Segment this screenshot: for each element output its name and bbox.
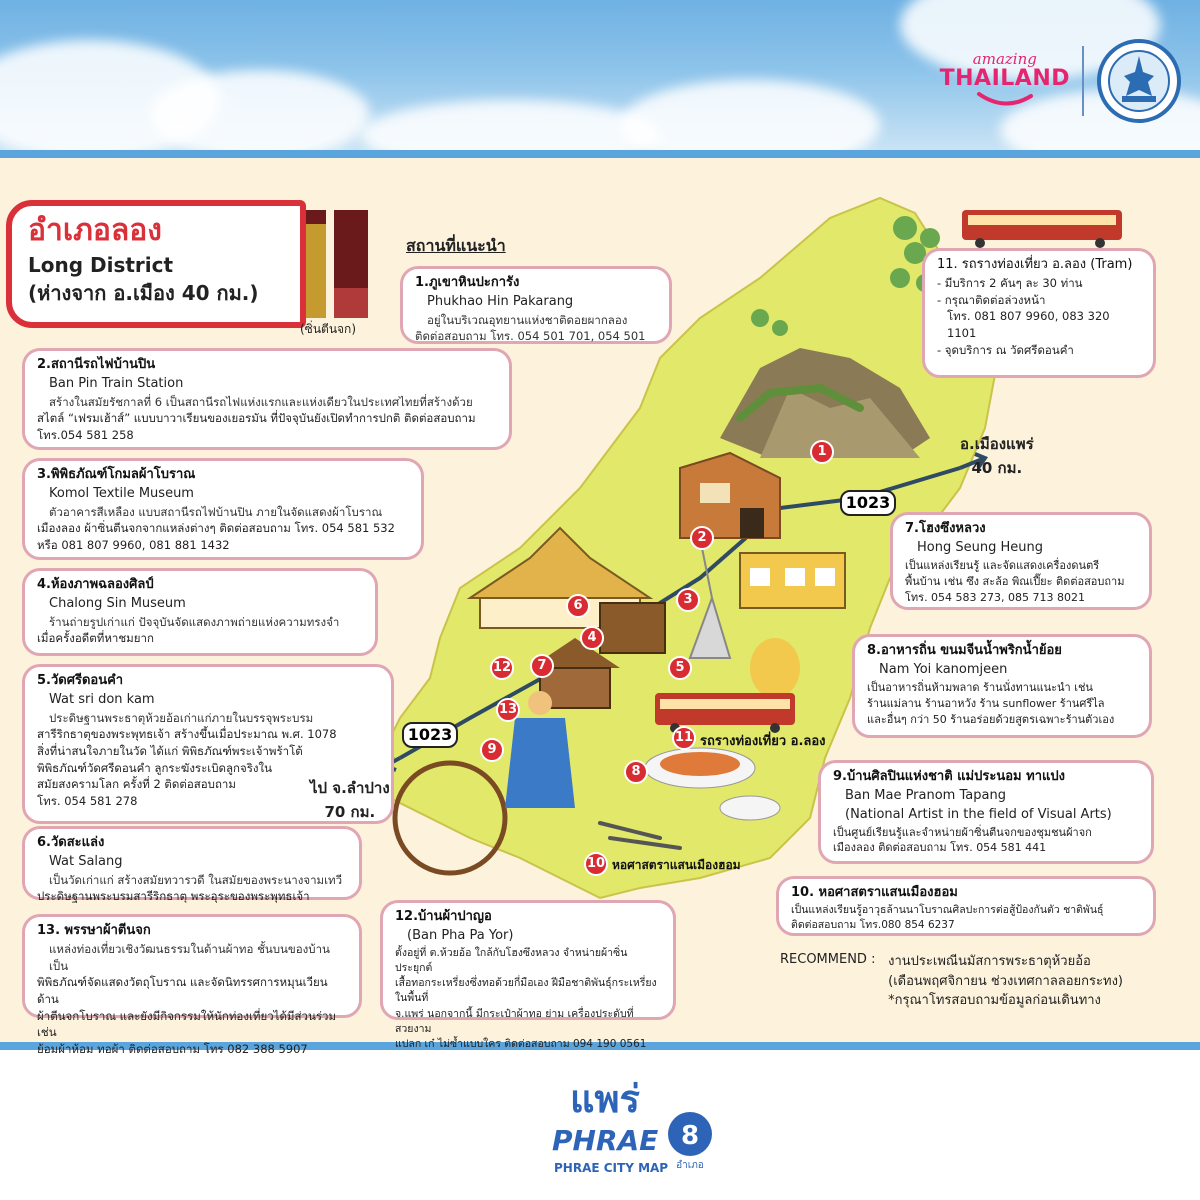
- map-marker-4[interactable]: 4: [580, 626, 604, 650]
- district-title-thai: อำเภอลอง: [28, 213, 162, 248]
- place-9-title: 9.บ้านศิลปินแห่งชาติ แม่ประนอม ทาแปง: [833, 769, 1065, 784]
- footer-amphoe: อำเภอ: [676, 1160, 704, 1171]
- textile-caption: (ซิ่นตีนจก): [300, 322, 357, 336]
- place-12-line: ตั้งอยู่ที่ ต.ห้วยอ้อ ใกล้กับโฮงซึงหลวง จำหน่ายผ้าซิ่นประยุกต์: [395, 946, 628, 974]
- place-2-english: Ban Pin Train Station: [49, 375, 184, 391]
- brand-big-text: THAILAND: [939, 66, 1070, 91]
- recommend-line: (เดือนพฤศจิกายน ช่วงเทศกาลลอยกระทง): [888, 973, 1123, 989]
- place-13-box: [22, 914, 362, 1056]
- place-4-box: [22, 568, 378, 656]
- logo-area: [940, 38, 1182, 124]
- place-3-english: Komol Textile Museum: [49, 485, 194, 501]
- footer-english-text: PHRAE: [552, 1124, 659, 1157]
- swoosh-icon: [975, 90, 1035, 108]
- place-8-english: Nam Yoi kanomjeen: [879, 661, 1008, 677]
- place-7-line: พื้นบ้าน เช่น ซึง สะล้อ พิณเปี๊ยะ ติดต่อสอบถาม: [905, 574, 1125, 588]
- place-3-title: 3.พิพิธภัณฑ์โกมลผ้าโบราณ: [37, 467, 196, 482]
- map-marker-7[interactable]: 7: [530, 654, 554, 678]
- place-7-line: โทร. 054 583 273, 085 713 8021: [905, 590, 1086, 604]
- place-5-line: สารีริกธาตุของพระพุทธเจ้า สร้างขึ้นเมื่อประมาณ พ.ศ. 1078: [37, 727, 337, 742]
- map-marker-6[interactable]: 6: [566, 594, 590, 618]
- recommend-key: RECOMMEND :: [780, 952, 876, 967]
- district-distance: (ห่างจาก อ.เมือง 40 กม.): [28, 281, 259, 305]
- place-5-line: สมัยสงครามโลก ครั้งที่ 2 ติดต่อสอบถาม: [37, 777, 236, 792]
- place-1-title: 1.ภูเขาหินปะการัง: [415, 275, 520, 290]
- place-4-title: 4.ห้องภาพฉลองศิลป์: [37, 577, 154, 592]
- dest-lampang-line: ไป จ.ลำปาง: [310, 779, 390, 797]
- place-9-line: เมืองลอง ติดต่อสอบถาม โทร. 054 581 441: [833, 841, 1047, 855]
- place-7-box: [890, 512, 1152, 610]
- road-badge-1023-west: 1023: [402, 722, 458, 748]
- dest-muang-line: อ.เมืองแพร่: [960, 435, 1034, 453]
- dest-lampang: [310, 776, 390, 824]
- district-title-box: [6, 200, 306, 328]
- place-4-line: ร้านถ่ายรูปเก่าแก่ ปัจจุบันจัดแสดงภาพถ่ายแห่งความทรงจำ: [49, 614, 340, 629]
- phrae-city-map-logo: [540, 1070, 730, 1188]
- museum-map-label: หอศาสตราแสนเมืองฮอม: [612, 858, 741, 872]
- place-5-line: สิ่งที่น่าสนใจภายในวัด ได้แก่ พิพิธภัณฑ์พระเจ้าพร้าโต้: [37, 744, 303, 759]
- place-13-title: 13. พรรษาผ้าตีนจก: [37, 923, 151, 938]
- place-9-line: เป็นศูนย์เรียนรู้และจำหน่ายผ้าซิ่นตีนจกของชุมชนผ้าจก: [833, 825, 1092, 839]
- recommend-lines: [888, 952, 1123, 1011]
- footer-thai-text: แพร่: [570, 1077, 640, 1121]
- map-marker-5[interactable]: 5: [668, 656, 692, 680]
- brand-small-text: amazing: [972, 50, 1037, 68]
- place-9-box: [818, 760, 1154, 864]
- place-11-title: 11. รถรางท่องเที่ยว อ.ลอง (Tram): [937, 257, 1133, 272]
- map-marker-9[interactable]: 9: [480, 738, 504, 762]
- place-13-line: ย้อมผ้าห้อม ทอผ้า ติดต่อสอบถาม โทร 082 388 5907: [37, 1041, 308, 1056]
- place-1-box: [400, 266, 672, 344]
- map-panel: [0, 150, 1200, 1056]
- place-7-english: Hong Seung Heung: [917, 539, 1043, 555]
- place-10-line: เป็นแหล่งเรียนรู้อาวุธล้านนาโบราณศิลปะการต่อสู้ป้องกันตัว ชาติพันธุ์: [791, 903, 1104, 916]
- dest-muang-line: 40 กม.: [971, 459, 1023, 477]
- place-2-line: สไตล์ “เฟรมเฮ้าส์” แบบบาวาเรียนของเยอรมัน ที่ปัจจุบันยังเปิดทำการปกติ ติดต่อสอบถาม: [37, 411, 476, 426]
- map-marker-8[interactable]: 8: [624, 760, 648, 784]
- tram-icon-top: [962, 210, 1122, 248]
- place-13-line: พิพิธภัณฑ์จัดแสดงวัตถุโบราณ และจัดนิทรรศการหมุนเวียนด้าน: [37, 975, 328, 1006]
- place-12-line: แปลก เก๋ ไม่ซ้ำแบบใคร ติดต่อสอบถาม 094 190 0561: [395, 1038, 647, 1050]
- recommend-line: *กรุณาโทรสอบถามข้อมูลก่อนเดินทาง: [888, 993, 1101, 1008]
- place-11-line: โทร. 081 807 9960, 083 320 1101: [947, 309, 1110, 340]
- place-13-line: ผ้าตีนจกโบราณ และยังมีกิจกรรมให้นักท่องเที่ยวได้มีส่วนร่วม เช่น: [37, 1008, 337, 1040]
- place-8-box: [852, 634, 1152, 738]
- place-6-line: เป็นวัดเก่าแก่ สร้างสมัยทวารวดี ในสมัยของพระนางจามเทวี: [49, 872, 343, 887]
- museum-illustration: [740, 553, 845, 608]
- place-13-line: แหล่งท่องเที่ยวเชิงวัฒนธรรมในด้านผ้าทอ ชั้นบนของบ้านเป็น: [49, 941, 330, 973]
- place-6-english: Wat Salang: [49, 853, 123, 869]
- place-8-line: และอื่นๆ กว่า 50 ร้านอร่อยด้วยสูตรเฉพาะร้านตัวเอง: [867, 712, 1115, 726]
- place-12-line: จ.แพร่ นอกจากนี้ มีกระเป๋าผ้าทอ ย่าม เครื่องประดับที่สวยงาม: [395, 1007, 634, 1035]
- place-12-line: เสื้อทอกระเหรี่ยงซึ่งทอด้วยกี่มือเอง ฝีมือชาติพันธุ์กระเหรี่ยงในพื้นที่: [395, 977, 657, 1005]
- dest-muang-phrae: [960, 432, 1034, 480]
- district-title-english: Long District: [28, 253, 174, 277]
- amazing-thailand-logo: [940, 50, 1070, 112]
- place-11-line: - มีบริการ 2 คันๆ ละ 30 ท่าน: [937, 275, 1083, 290]
- place-4-line: เมื่อครั้งอดีตที่หาชมยาก: [37, 631, 154, 646]
- map-marker-10[interactable]: 10: [584, 852, 608, 876]
- map-marker-1[interactable]: 1: [810, 440, 834, 464]
- recommended-places-heading: สถานที่แนะนำ: [406, 236, 506, 255]
- place-9-english: Ban Mae Pranom Tapang: [845, 787, 1006, 803]
- place-5-title: 5.วัดศรีดอนคำ: [37, 673, 124, 688]
- place-2-line: สร้างในสมัยรัชกาลที่ 6 เป็นสถานีรถไฟแห่งแรกและแห่งเดียวในประเทศไทยที่สร้างด้วย: [49, 394, 473, 409]
- place-2-box: [22, 348, 512, 450]
- place-3-line: ตัวอาคารสีเหลือง แบบสถานีรถไฟบ้านปิน ภายในจัดแสดงผ้าโบราณ: [49, 504, 383, 519]
- place-3-line: เมืองลอง ผ้าซิ่นตีนจกจากแหล่งต่างๆ ติดต่อสอบถาม โทร. 054 581 532: [37, 521, 395, 536]
- place-1-line: อยู่ในบริเวณอุทยานแห่งชาติดอยผากลอง: [427, 312, 628, 327]
- map-marker-13[interactable]: 13: [496, 698, 520, 722]
- place-11-line: - กรุณาติดต่อล่วงหน้า: [937, 292, 1046, 307]
- place-6-line: ประดิษฐานพระบรมสารีริกธาตุ พระอุระของพระพุทธเจ้า: [37, 889, 310, 904]
- place-3-line: หรือ 081 807 9960, 081 881 1432: [37, 538, 230, 553]
- tat-logo-icon: [1096, 38, 1182, 124]
- place-1-english: Phukhao Hin Pakarang: [427, 293, 574, 309]
- place-12-title: 12.บ้านผ้าปาญอ: [395, 909, 492, 924]
- recommend-section: [780, 952, 1123, 1011]
- place-6-title: 6.วัดสะแล่ง: [37, 835, 105, 850]
- place-8-line: เป็นอาหารถิ่นห้ามพลาด ร้านนั่งทานแนะนำ เช่น: [867, 680, 1093, 694]
- place-12-english: (Ban Pha Pa Yor): [407, 927, 514, 943]
- recommend-line: งานประเพณีนมัสการพระธาตุห้วยอ้อ: [888, 954, 1091, 969]
- place-7-title: 7.โฮงซึงหลวง: [905, 521, 986, 536]
- place-7-line: เป็นแหล่งเรียนรู้ และจัดแสดงเครื่องดนตรี: [905, 558, 1100, 572]
- place-2-line: โทร.054 581 258: [37, 428, 134, 443]
- place-11-box: [922, 248, 1156, 378]
- place-10-title: 10. หอศาสตราแสนเมืองฮอม: [791, 885, 958, 900]
- place-5-line: ประดิษฐานพระธาตุห้วยอ้อเก่าแก่ภายในบรรจุพระบรม: [49, 710, 314, 725]
- place-5-english: Wat sri don kam: [49, 691, 155, 707]
- road-badge-1023-east: 1023: [840, 490, 896, 516]
- place-8-title: 8.อาหารถิ่น ขนมจีนน้ำพริกน้ำย้อย: [867, 643, 1062, 658]
- place-6-box: [22, 826, 362, 904]
- dest-lampang-line: 70 กม.: [324, 803, 376, 821]
- map-marker-12[interactable]: 12: [490, 656, 514, 680]
- sky-header: [0, 0, 1200, 150]
- footer-tagline: PHRAE CITY MAP: [554, 1161, 669, 1175]
- logo-divider: [1082, 46, 1084, 116]
- map-marker-2[interactable]: 2: [690, 526, 714, 550]
- place-5-line: พิพิธภัณฑ์วัดศรีดอนคำ ลูกระฆังระเบิดลูกจริงใน: [37, 760, 273, 775]
- place-2-title: 2.สถานีรถไฟบ้านปิน: [37, 357, 156, 372]
- place-1-line: ติดต่อสอบถาม โทร. 054 501 701, 054 501: [415, 329, 646, 344]
- tram-map-label: รถรางท่องเที่ยว อ.ลอง: [700, 734, 826, 749]
- footer-number: 8: [680, 1121, 700, 1151]
- place-8-line: ร้านแม่ลาน ร้านอาหวัง ร้าน sunflower ร้านศรีไล: [867, 696, 1105, 710]
- place-12-box: [380, 900, 676, 1050]
- place-9-english-2: (National Artist in the field of Visual Arts): [845, 806, 1112, 822]
- place-5-line: โทร. 054 581 278: [37, 794, 138, 809]
- place-10-line: ติดต่อสอบถาม โทร.080 854 6237: [791, 919, 955, 932]
- map-marker-3[interactable]: 3: [676, 588, 700, 612]
- place-10-box: [776, 876, 1156, 936]
- place-11-line: - จุดบริการ ณ วัดศรีดอนคำ: [937, 342, 1074, 357]
- place-3-box: [22, 458, 424, 560]
- place-4-english: Chalong Sin Museum: [49, 595, 186, 611]
- map-marker-11[interactable]: 11: [672, 726, 696, 750]
